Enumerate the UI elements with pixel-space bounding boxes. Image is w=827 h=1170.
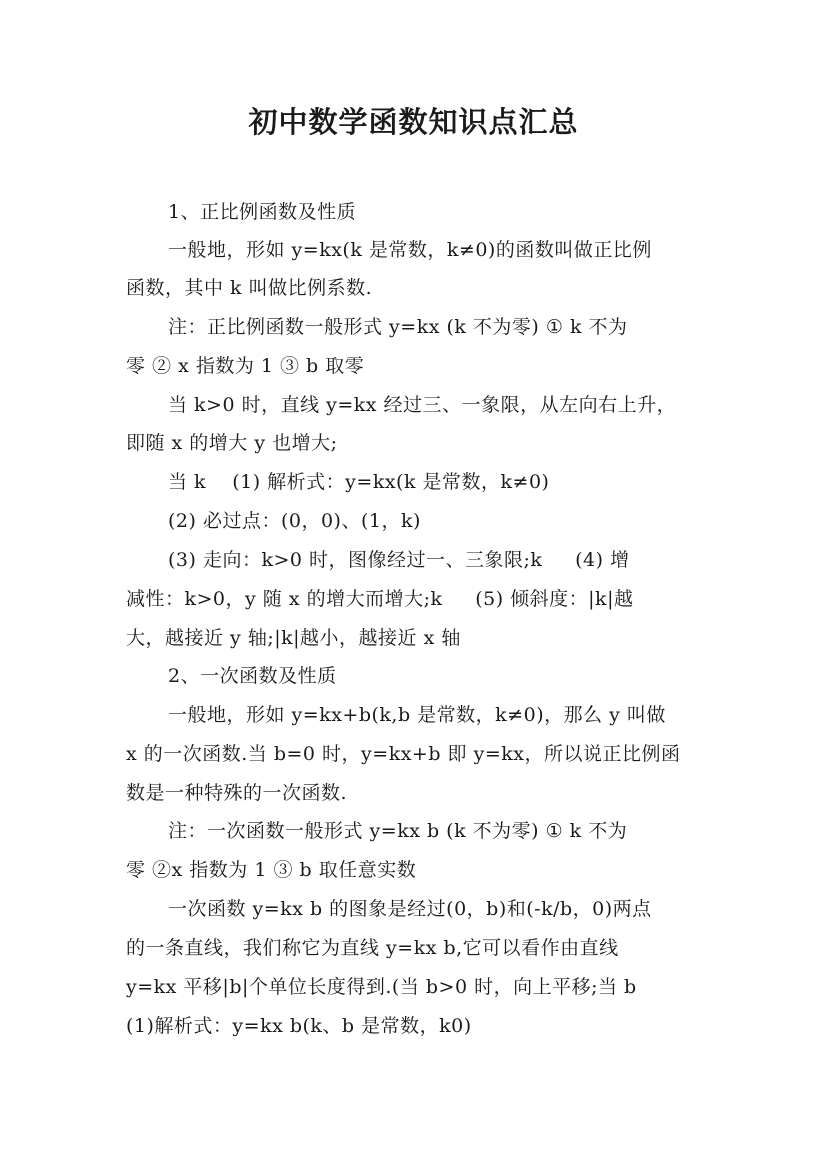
text-line: 减性：k>0，y 随 x 的增大而增大;k (5) 倾斜度：|k|越 bbox=[126, 588, 634, 610]
text-line: 一般地，形如 y=kx+b(k,b 是常数，k≠0)，那么 y 叫做 bbox=[168, 704, 666, 726]
text-line: (2) 必过点：(0，0)、(1，k) bbox=[168, 510, 421, 532]
document-title: 初中数学函数知识点汇总 bbox=[248, 105, 579, 139]
text-line: y=kx 平移|b|个单位长度得到.(当 b>0 时，向上平移;当 b bbox=[126, 976, 637, 998]
text-line: 的一条直线，我们称它为直线 y=kx b,它可以看作由直线 bbox=[126, 937, 619, 959]
section-heading-1: 1、正比例函数及性质 bbox=[168, 201, 357, 223]
text-line: 当 k>0 时，直线 y=kx 经过三、一象限，从左向右上升， bbox=[168, 394, 677, 416]
text-line: 函数，其中 k 叫做比例系数. bbox=[126, 277, 373, 299]
text-line: 一次函数 y=kx b 的图象是经过(0，b)和(-k/b，0)两点 bbox=[168, 898, 652, 920]
text-line: 注：一次函数一般形式 y=kx b (k 不为零) ① k 不为 bbox=[168, 820, 628, 842]
text-line: 大，越接近 y 轴;|k|越小，越接近 x 轴 bbox=[126, 627, 461, 649]
text-line: 当 k (1) 解析式：y=kx(k 是常数，k≠0) bbox=[168, 471, 550, 493]
text-line: (3) 走向：k>0 时，图像经过一、三象限;k (4) 增 bbox=[168, 549, 630, 571]
text-line: x 的一次函数.当 b=0 时，y=kx+b 即 y=kx，所以说正比例函 bbox=[126, 743, 681, 765]
text-line: (1)解析式：y=kx b(k、b 是常数，k0) bbox=[126, 1015, 472, 1037]
text-line: 即随 x 的增大 y 也增大; bbox=[126, 432, 338, 454]
text-line: 零 ② x 指数为 1 ③ b 取零 bbox=[126, 355, 365, 377]
section-heading-2: 2、一次函数及性质 bbox=[168, 665, 337, 687]
text-line: 一般地，形如 y=kx(k 是常数，k≠0)的函数叫做正比例 bbox=[168, 239, 652, 261]
text-line: 零 ②x 指数为 1 ③ b 取任意实数 bbox=[126, 859, 417, 881]
text-line: 注：正比例函数一般形式 y=kx (k 不为零) ① k 不为 bbox=[168, 316, 628, 338]
text-line: 数是一种特殊的一次函数. bbox=[126, 782, 348, 804]
